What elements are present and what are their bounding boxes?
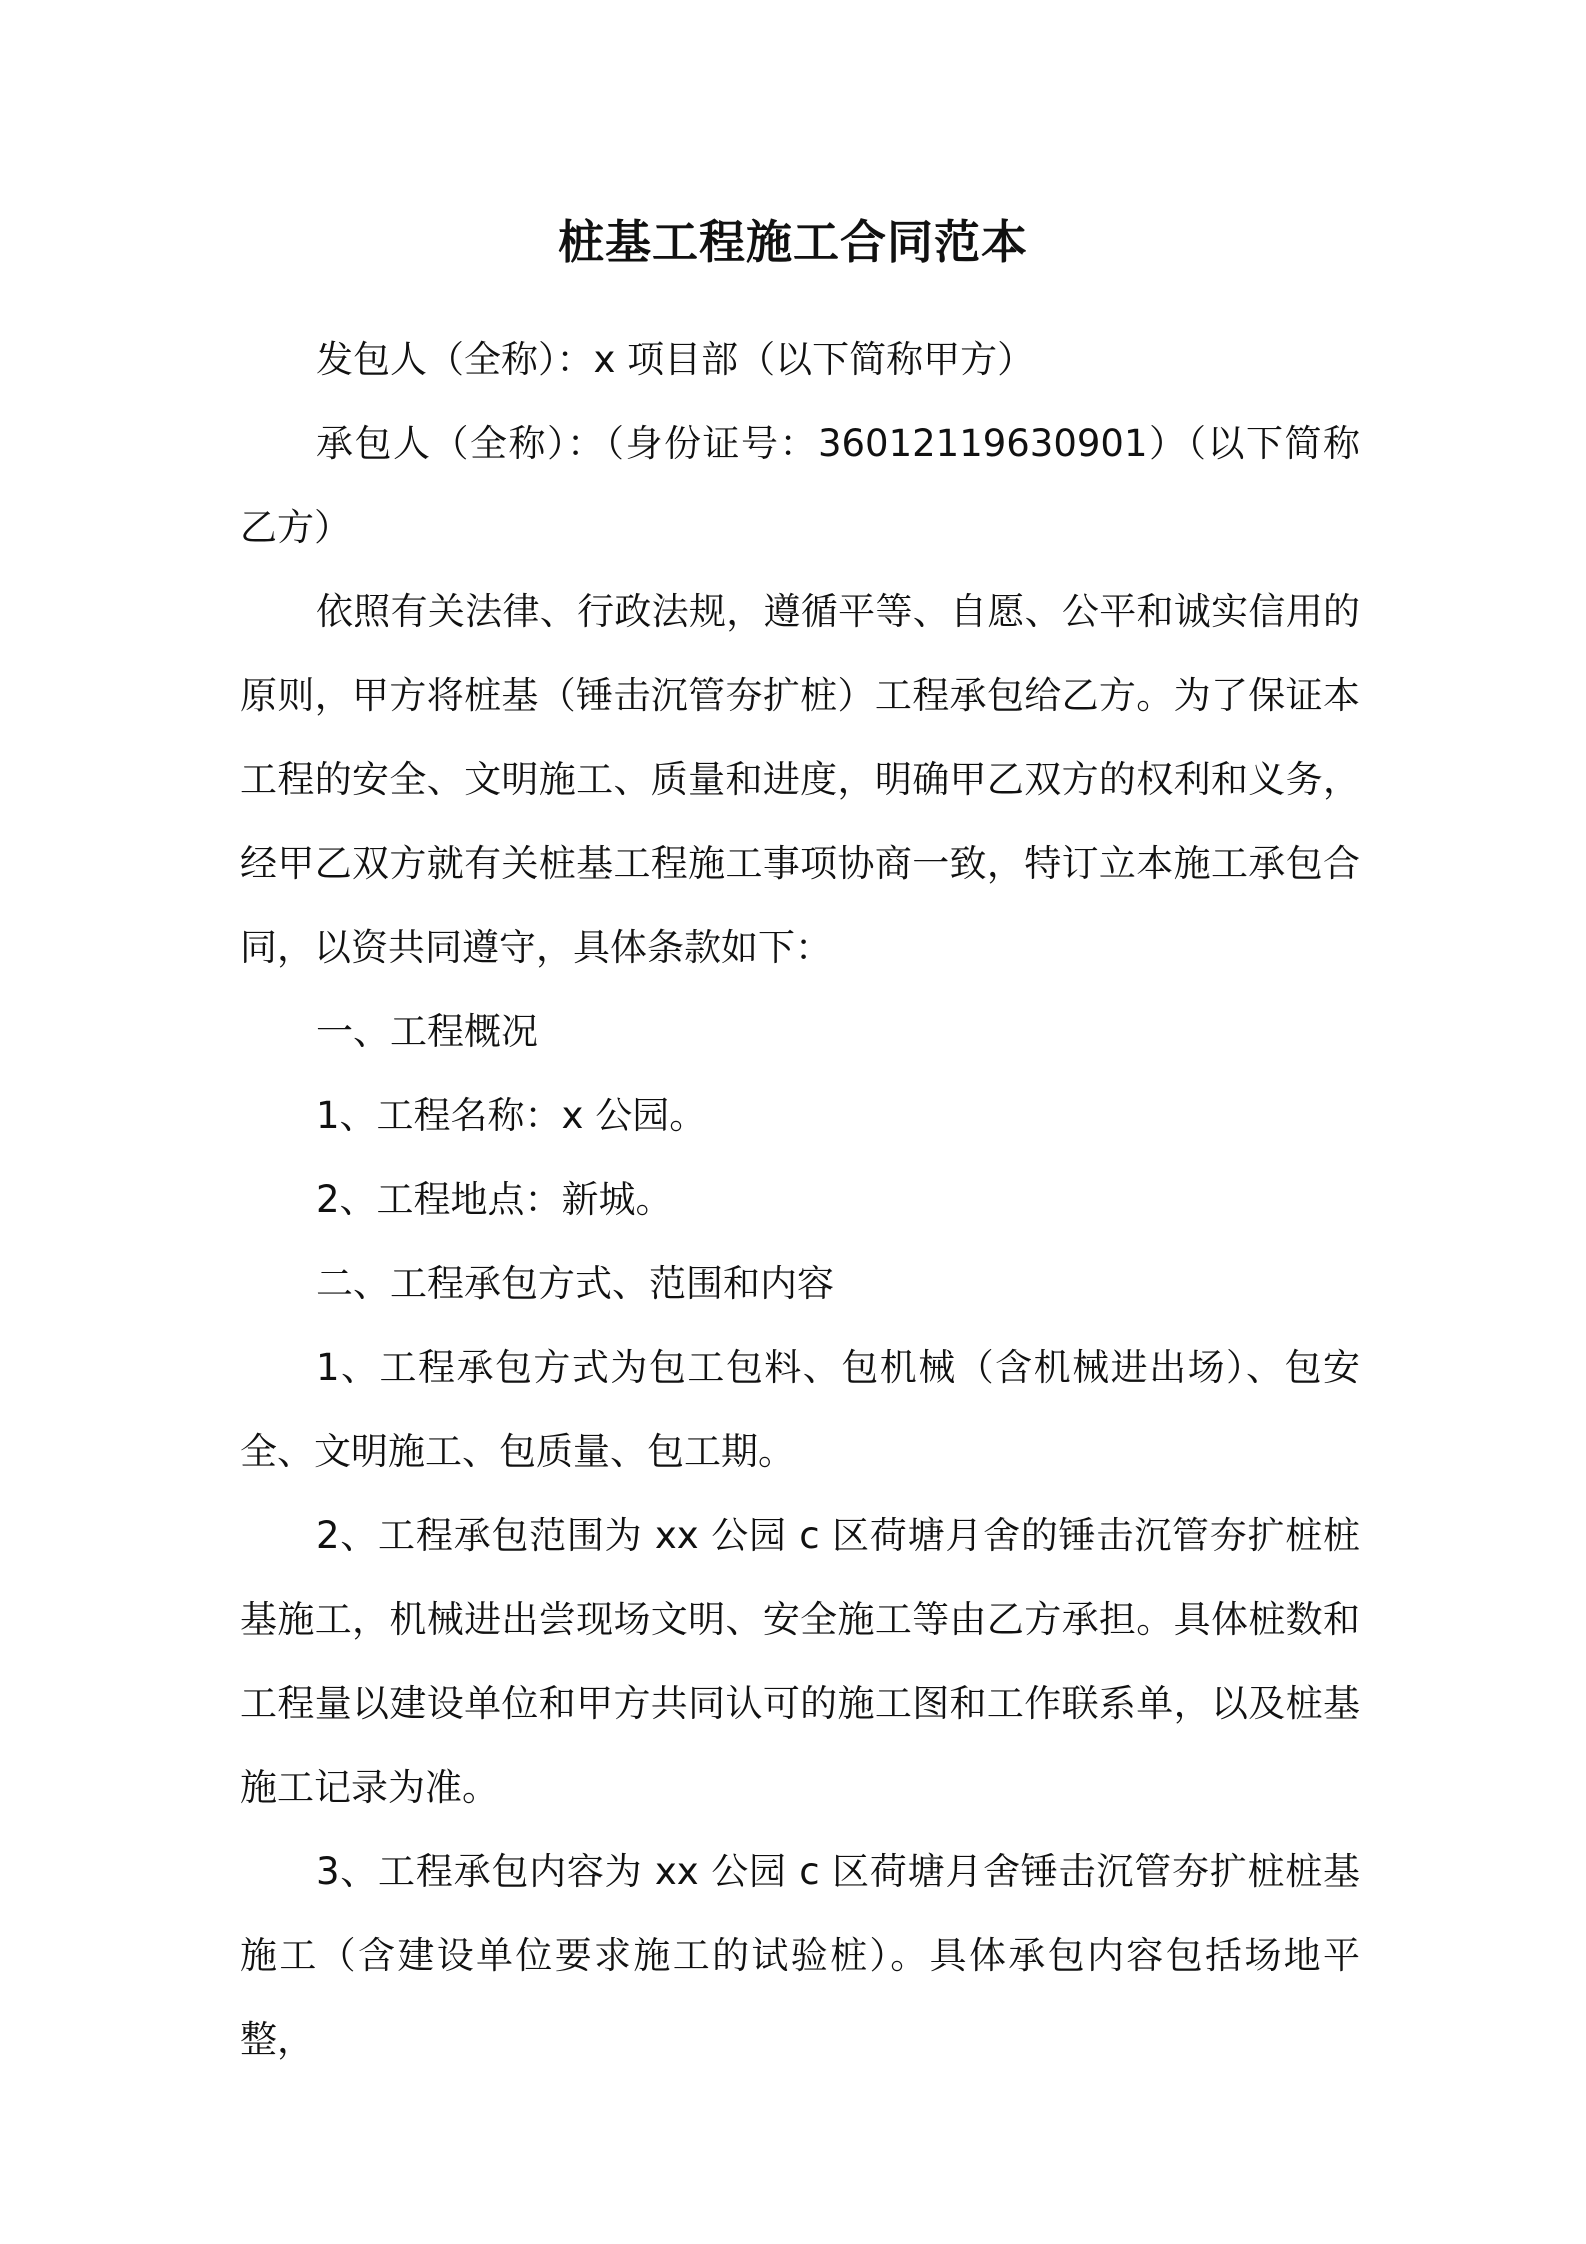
document-title: 桩基工程施工合同范本: [558, 215, 1028, 269]
paragraph-project-name: 1、工程名称：x 公园。: [316, 1094, 707, 1137]
paragraph-preamble: 依照有关法律、行政法规，遵循平等、自愿、公平和诚实信用的原则，甲方将桩基（锤击沉管夯扩桩）工程承包给乙方。为了保证本工程的安全、文明施工、质量和进度，明确甲乙双方的权利和义务，经甲乙双方就有关桩基工程施工事项协商一致，特订立本施工承包合同，以资共同遵守，具体条款如下：: [240, 590, 1360, 969]
paragraph-contract-scope: 2、工程承包范围为 xx 公园 c 区荷塘月舍的锤击沉管夯扩桩桩基施工，机械进出尝现场文明、安全施工等由乙方承担。具体桩数和工程量以建设单位和甲方共同认可的施工图和工作联系单，以及桩基施工记录为准。: [240, 1514, 1360, 1809]
section-heading-scope: 二、工程承包方式、范围和内容: [316, 1262, 834, 1305]
document-body: [240, 318, 1360, 2082]
paragraph-employer: 发包人（全称）：x 项目部（以下简称甲方）: [316, 338, 1035, 381]
paragraph-contract-method: 1、工程承包方式为包工包料、包机械（含机械进出场）、包安全、文明施工、包质量、包工期。: [240, 1346, 1360, 1473]
paragraph-project-location: 2、工程地点：新城。: [316, 1178, 673, 1221]
paragraph-contract-content: 3、工程承包内容为 xx 公园 c 区荷塘月舍锤击沉管夯扩桩桩基施工（含建设单位要求施工的试验桩）。具体承包内容包括场地平整，: [240, 1850, 1360, 2061]
section-heading-overview: 一、工程概况: [316, 1010, 538, 1053]
paragraph-contractor: 承包人（全称）：（身份证号：36012119630901）（以下简称乙方）: [240, 422, 1360, 549]
